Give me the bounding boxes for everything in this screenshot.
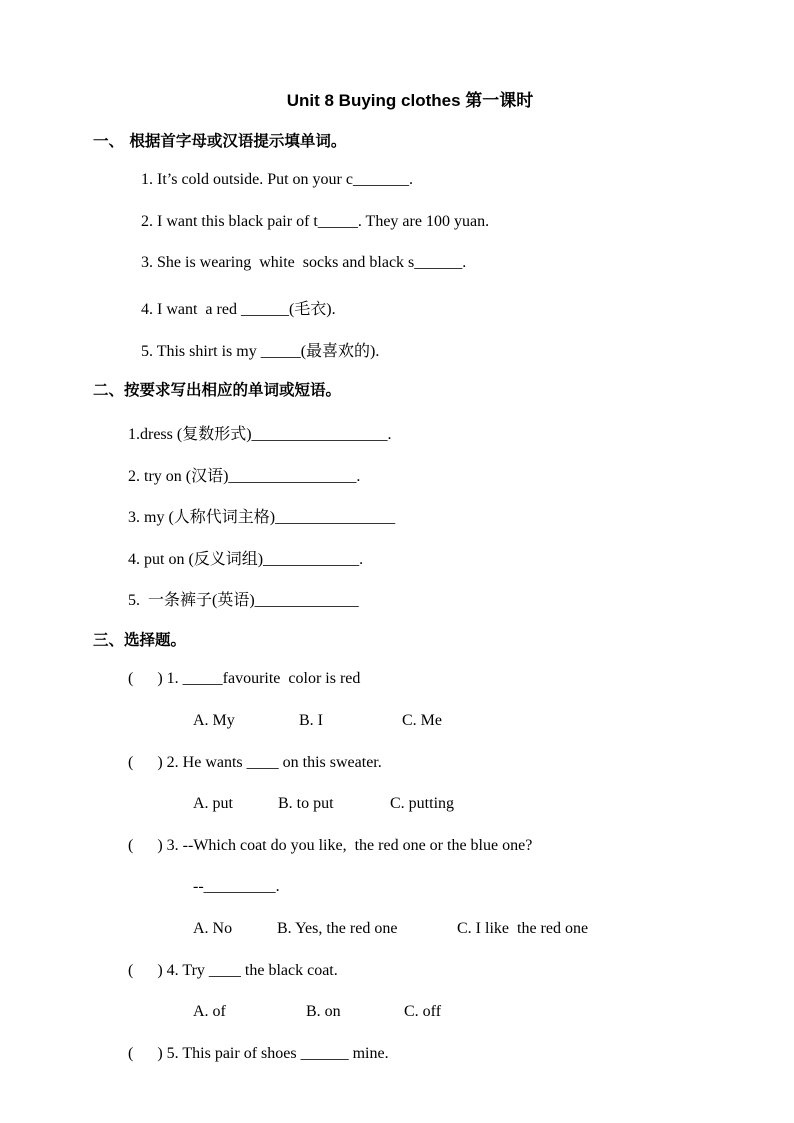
q4-stem: ( ) 4. Try ____ the black coat. <box>128 962 338 979</box>
page-title: Unit 8 Buying clothes 第一课时 <box>286 91 534 110</box>
s2-item-1: 1.dress (复数形式)_________________. <box>128 426 392 443</box>
s1-item-4: 4. I want a red ______(毛衣). <box>141 301 336 318</box>
q4-option-a: A. of <box>193 1003 226 1020</box>
q1-option-b: B. I <box>299 712 323 729</box>
q3-option-b: B. Yes, the red one <box>277 920 398 937</box>
q2-stem: ( ) 2. He wants ____ on this sweater. <box>128 754 382 771</box>
q4-option-c: C. off <box>404 1003 442 1020</box>
section-1-heading: 一、 根据首字母或汉语提示填单词。 <box>93 132 347 150</box>
q5-stem: ( ) 5. This pair of shoes ______ mine. <box>128 1045 389 1062</box>
s2-item-5: 5. 一条裤子(英语)_____________ <box>128 592 359 609</box>
q1-option-a: A. My <box>193 712 235 729</box>
q2-option-c: C. putting <box>390 795 455 812</box>
q3-option-a: A. No <box>193 920 233 937</box>
section-2-heading: 二、按要求写出相应的单词或短语。 <box>93 381 342 399</box>
s1-item-1: 1. It’s cold outside. Put on your c_______. <box>141 171 413 188</box>
q3-answer-line: --_________. <box>193 878 280 895</box>
s2-item-2: 2. try on (汉语)________________. <box>128 468 361 485</box>
q2-option-b: B. to put <box>278 795 334 812</box>
q4-option-b: B. on <box>306 1003 341 1020</box>
s2-item-3: 3. my (人称代词主格)_______________ <box>128 509 396 526</box>
s1-item-5: 5. This shirt is my _____(最喜欢的). <box>141 343 380 360</box>
s2-item-4: 4. put on (反义词组)____________. <box>128 551 364 568</box>
section-3-heading: 三、选择题。 <box>93 631 187 649</box>
q2-option-a: A. put <box>193 795 233 812</box>
s1-item-2: 2. I want this black pair of t_____. They are 100 yuan. <box>141 213 490 230</box>
s1-item-3: 3. She is wearing white socks and black s______. <box>141 254 467 271</box>
q3-option-c: C. I like the red one <box>457 920 589 937</box>
q3-stem: ( ) 3. --Which coat do you like, the red one or the blue one? <box>128 837 533 854</box>
q1-stem: ( ) 1. _____favourite color is red <box>128 670 361 687</box>
q1-option-c: C. Me <box>402 712 442 729</box>
